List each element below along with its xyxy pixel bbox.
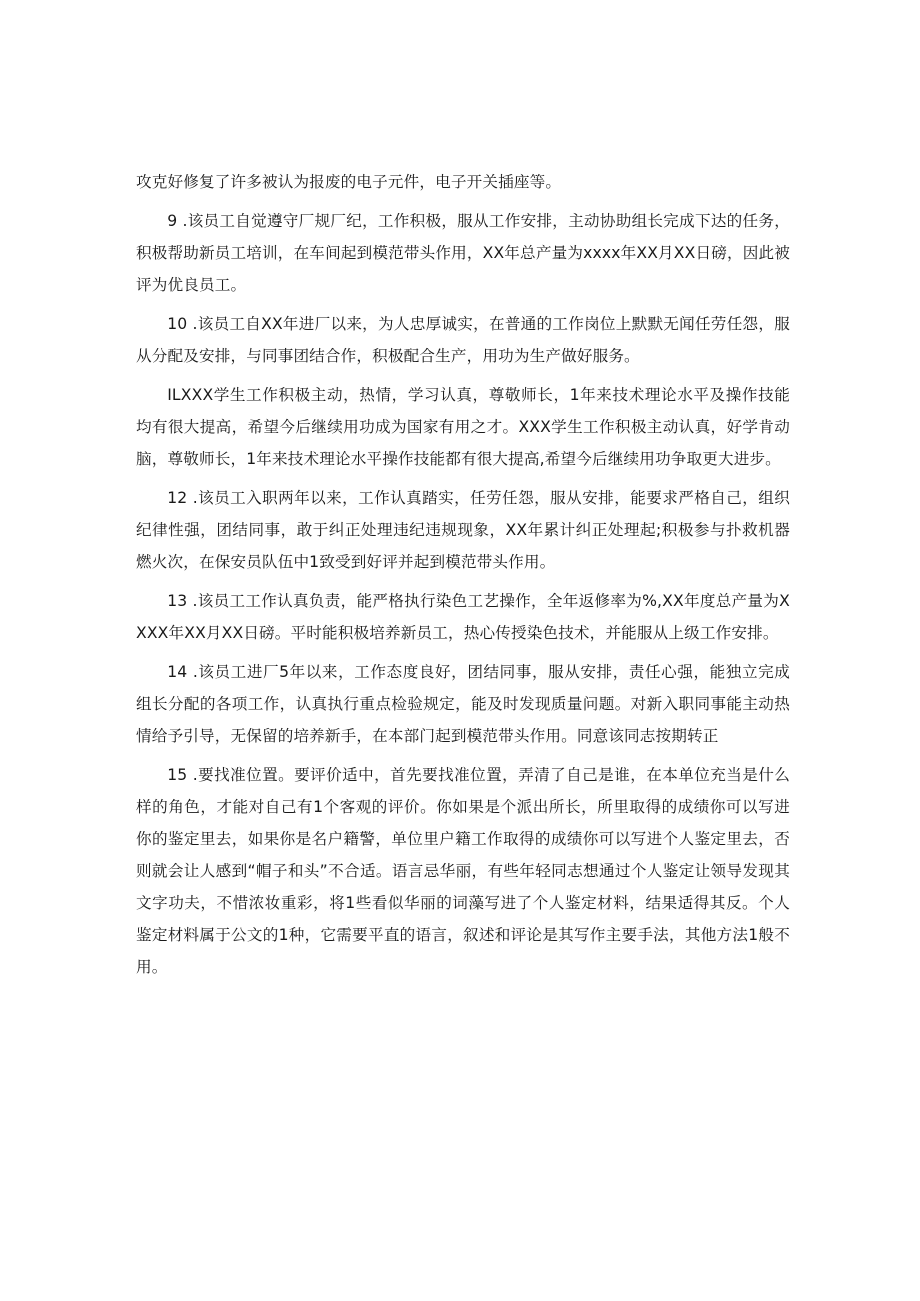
paragraph-item-12: 12 .该员工入职两年以来，工作认真踏实，任劳任怨，服从安排，能要求严格自己，组织纪律性强，团结同事，敢于纠正处理违纪违规现象，XX年累计纠正处理起;积极参与扑救机器燃火次，在保安员队伍中1致受到好评并起到模范带头作用。 xyxy=(136,489,790,571)
paragraph-item-11: ILXXX学生工作积极主动，热情，学习认真，尊敬师长，1年来技术理论水平及操作技能均有很大提高，希望今后继续用功成为国家有用之才。XXX学生工作积极主动认真，好学肯动脑，尊敬师长，1年来技术理论水平操作技能都有很大提高,希望今后继续用功争取更大进步。 xyxy=(136,386,790,468)
paragraph-item-10: 10 .该员工自XX年进厂以来，为人忠厚诚实，在普通的工作岗位上默默无闻任劳任怨，服从分配及安排，与同事团结合作，积极配合生产，用功为生产做好服务。 xyxy=(136,315,790,365)
paragraph-item-14: 14 .该员工进厂5年以来，工作态度良好，团结同事，服从安排，责任心强，能独立完成组长分配的各项工作，认真执行重点检验规定，能及时发现质量问题。对新入职同事能主动热情给予引导，无保留的培养新手，在本部门起到模范带头作用。同意该同志按期转正 xyxy=(136,663,790,745)
paragraph-item-9: 9 .该员工自觉遵守厂规厂纪，工作积极，服从工作安排，主动协助组长完成下达的任务，积极帮助新员工培训，在车间起到模范带头作用，XX年总产量为xxxx年XX月XX日磅，因此被评为优良员工。 xyxy=(136,212,790,294)
paragraph-item-13: 13 .该员工工作认真负责，能严格执行染色工艺操作，全年返修率为%,XX年度总产量为XXXX年XX月XX日磅。平时能积极培养新员工，热心传授染色技术，并能服从上级工作安排。 xyxy=(136,592,790,642)
paragraph-item-15: 15 .要找准位置。要评价适中，首先要找准位置，弄清了自己是谁，在本单位充当是什么样的角色，才能对自己有1个客观的评价。你如果是个派出所长，所里取得的成绩你可以写进你的鉴定里去，如果你是名户籍警，单位里户籍工作取得的成绩你可以写进个人鉴定里去，否则就会让人感到“帽子和头”不合适。语言忌华丽，有些年轻同志想通过个人鉴定让领导发现其文字功夫，不惜浓妆重彩，将1些看似华丽的词藻写进了个人鉴定材料，结果适得其反。个人鉴定材料属于公文的1种，它需要平直的语言，叙述和评论是其写作主要手法，其他方法1般不用。 xyxy=(136,766,790,976)
paragraph-continuation: 攻克好修复了许多被认为报废的电子元件，电子开关插座等。 xyxy=(136,173,562,191)
document-body xyxy=(136,166,790,990)
